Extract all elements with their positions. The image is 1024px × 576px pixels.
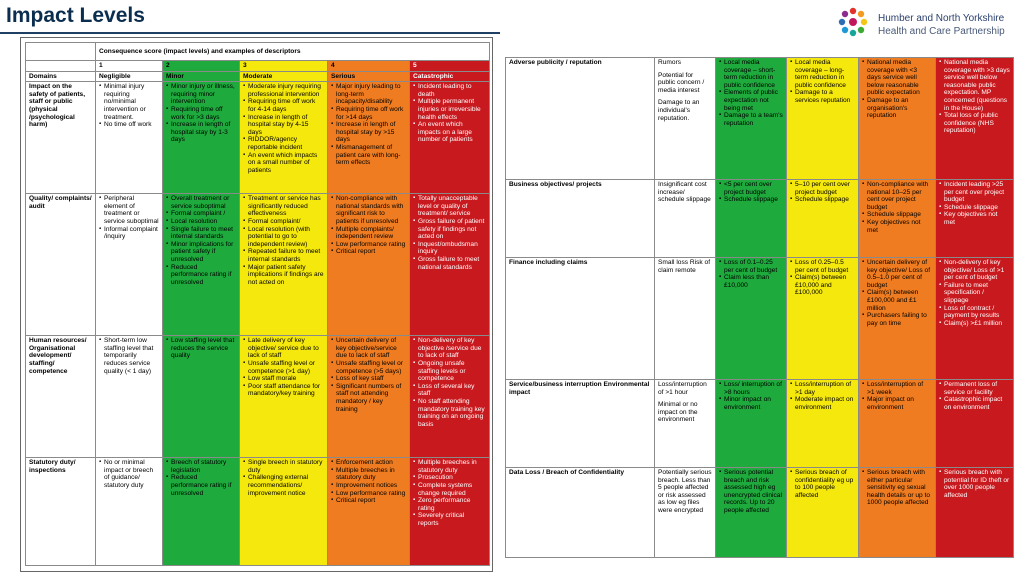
descriptor-cell-moderate <box>787 180 859 258</box>
descriptor-cell-minor <box>163 82 240 194</box>
descriptor-list <box>166 337 236 360</box>
descriptor-cell-catastrophic <box>410 458 490 566</box>
descriptor-item: ▪ Key objectives not met <box>939 211 1010 226</box>
right-impact-table <box>505 57 1014 558</box>
domain-cell: Human resources/ Organisational development/ staffing/ competence <box>26 336 96 458</box>
descriptor-item: ▪ Permanent loss of service or facility <box>939 381 1010 396</box>
descriptor-item: ▪ Loss of 0.1–0.25 per cent of budget <box>719 259 783 274</box>
level-header-moderate: Moderate <box>240 71 328 82</box>
descriptor-item: ▪ Totally unacceptable level or quality of treatment/ service <box>413 195 486 218</box>
descriptor-item: ▪ Elements of public expectation not being met <box>719 89 783 112</box>
descriptor-item: ▪ Moderate injury requiring professional intervention <box>243 83 324 98</box>
descriptor-list <box>939 469 1010 499</box>
descriptor-list <box>99 83 159 129</box>
descriptor-cell-serious <box>328 458 410 566</box>
descriptor-list <box>719 259 783 289</box>
descriptor-item: ▪ Increase in length of hospital stay by >15 days <box>331 121 406 144</box>
descriptor-item: ▪ Loss of key staff <box>331 375 406 383</box>
descriptor-item: ▪ Serious breach of confidentiality eg up to 100 people affected <box>790 469 855 499</box>
descriptor-item: ▪ Gross failure of patient safety if findings not acted on <box>413 218 486 241</box>
descriptor-text: Small loss Risk of claim remote <box>658 259 711 274</box>
descriptor-item: ▪ Failure to meet specification / slippage <box>939 282 1010 305</box>
descriptor-item: ▪ Schedule slippage <box>862 211 932 219</box>
descriptor-text: Loss/interruption of >1 hour <box>658 381 707 396</box>
descriptor-item: ▪ No staff attending mandatory training key training on an ongoing basis <box>413 398 486 428</box>
table-row <box>506 468 1014 558</box>
descriptor-list <box>413 83 486 144</box>
descriptor-cell-negligible <box>655 468 716 558</box>
descriptor-item: ▪ Uncertain delivery of key objective/service due to lack of staff <box>331 337 406 360</box>
descriptor-item: ▪ Local resolution <box>166 218 236 226</box>
descriptor-item: ▪ Critical report <box>331 248 406 256</box>
descriptor-text: Rumors <box>658 59 682 66</box>
caption-spacer <box>26 43 96 61</box>
descriptor-item: ▪ Schedule slippage <box>790 196 855 204</box>
descriptor-cell-catastrophic <box>936 58 1014 180</box>
descriptor-item: ▪ Requiring time off work for >3 days <box>166 106 236 121</box>
descriptor-item: ▪ Reduced performance rating if unresolved <box>166 264 236 287</box>
descriptor-list <box>790 181 855 204</box>
descriptor-list <box>862 469 932 507</box>
descriptor-item: ▪ Zero performance rating <box>413 497 486 512</box>
descriptor-cell-serious <box>859 180 936 258</box>
descriptor-item: ▪ Major injury leading to long-term incapacity/disability <box>331 83 406 106</box>
descriptor-item: ▪ Loss of several key staff <box>413 383 486 398</box>
descriptor-list <box>790 469 855 499</box>
score-spacer <box>26 61 96 72</box>
descriptor-item: ▪ Multiple complaints/ independent review <box>331 226 406 241</box>
descriptor-item: ▪ No or minimal impact or breech of guidance/ statutory duty <box>99 459 159 489</box>
descriptor-list <box>790 59 855 105</box>
descriptor-cell-moderate <box>787 58 859 180</box>
table-row <box>506 380 1014 468</box>
descriptor-item: ▪ Reduced performance rating if unresolved <box>166 474 236 497</box>
descriptor-item: ▪ Low staffing level that reduces the service quality <box>166 337 236 360</box>
table-row <box>26 458 490 566</box>
descriptor-item: ▪ Formal complaint / <box>166 210 236 218</box>
descriptor-item: ▪ <5 per cent over project budget <box>719 181 783 196</box>
descriptor-item: ▪ Incident leading to death <box>413 83 486 98</box>
descriptor-cell-catastrophic <box>936 380 1014 468</box>
right-impact-table-frame <box>505 57 1013 557</box>
descriptor-cell-serious <box>328 194 410 336</box>
descriptor-item: ▪ Enforcement action <box>331 459 406 467</box>
table-row <box>26 82 490 194</box>
descriptor-item: ▪ Serious breach with either particular sensitivity eg sexual health details or up to 1000 people affected <box>862 469 932 507</box>
descriptor-item: ▪ Major patient safety implications if findings are not acted on <box>243 264 324 287</box>
descriptor-item: ▪ Incident leading >25 per cent over project budget <box>939 181 1010 204</box>
descriptor-item: ▪ Loss/interruption of >1 day <box>790 381 855 396</box>
descriptor-text: Minimal or no impact on the environment <box>658 401 698 424</box>
descriptor-item: ▪ Schedule slippage <box>719 196 783 204</box>
descriptor-cell-negligible <box>96 194 163 336</box>
descriptor-text: Potentially serious breach. Less than 5 people affected or risk assessed as low eg files were encrypted <box>658 469 712 514</box>
descriptor-item: ▪ National media coverage with >3 days service well below reasonable public expectation. MP concerned (questions in the House) <box>939 59 1010 112</box>
descriptor-cell-catastrophic <box>936 468 1014 558</box>
descriptor-item: ▪ Minor impact on environment <box>719 396 783 411</box>
descriptor-cell-serious <box>859 258 936 380</box>
descriptor-cell-negligible <box>96 82 163 194</box>
descriptor-item: ▪ Increase in length of hospital stay by 1-3 days <box>166 121 236 144</box>
descriptor-item: ▪ Total loss of public confidence (NHS reputation) <box>939 112 1010 135</box>
domains-header: Domains <box>26 71 96 82</box>
descriptor-item: ▪ Serious potential breach and risk assessed high eg unencrypted clinical records. Up to 20 people affected <box>719 469 783 515</box>
descriptor-item: ▪ Damage to an organisation's reputation <box>862 97 932 120</box>
descriptor-cell-minor <box>716 468 787 558</box>
logo-line-2: Health and Care Partnership <box>878 26 1005 37</box>
descriptor-cell-moderate <box>240 458 328 566</box>
left-impact-table-frame <box>20 37 493 572</box>
descriptor-item: ▪ Mismanagement of patient care with long-term effects <box>331 144 406 167</box>
score-row <box>26 61 490 72</box>
descriptor-list <box>243 195 324 286</box>
descriptor-item: ▪ Gross failure to meet national standards <box>413 256 486 271</box>
descriptor-list <box>413 195 486 271</box>
domain-cell: Service/business interruption Environmental impact <box>506 380 655 468</box>
descriptor-cell-serious <box>859 58 936 180</box>
descriptor-cell-negligible <box>655 380 716 468</box>
descriptor-cell-serious <box>859 380 936 468</box>
domain-cell: Adverse publicity / reputation <box>506 58 655 180</box>
descriptor-item: ▪ Loss/ interruption of >8 hours <box>719 381 783 396</box>
descriptor-text: Damage to an individual's reputation. <box>658 99 700 122</box>
descriptor-list <box>331 195 406 256</box>
descriptor-cell-moderate <box>787 258 859 380</box>
descriptor-item: ▪ Critical report <box>331 497 406 505</box>
descriptor-item: ▪ RIDDOR/agency reportable incident <box>243 136 324 151</box>
descriptor-item: ▪ Unsafe staffing level or competence (>1 day) <box>243 360 324 375</box>
descriptor-item: ▪ Non-delivery of key objective/ Loss of >1 per cent of budget <box>939 259 1010 282</box>
level-header-serious: Serious <box>328 71 410 82</box>
descriptor-item: ▪ Non-delivery of key objective /service due to lack of staff <box>413 337 486 360</box>
descriptor-item: ▪ Claim(s) between £10,000 and £100,000 <box>790 274 855 297</box>
descriptor-item: ▪ Minimal injury requiring no/minimal intervention or treatment. <box>99 83 159 121</box>
descriptor-cell-negligible <box>655 258 716 380</box>
descriptor-list <box>939 181 1010 227</box>
descriptor-item: ▪ Damage to a services reputation <box>790 89 855 104</box>
level-row <box>26 71 490 82</box>
descriptor-item: ▪ Formal complaint/ <box>243 218 324 226</box>
descriptor-list <box>413 337 486 428</box>
descriptor-list <box>862 59 932 120</box>
descriptor-item: ▪ Local media coverage – short-term reduction in public confidence <box>719 59 783 89</box>
descriptor-item: ▪ Multiple breeches in statutory duty <box>331 467 406 482</box>
descriptor-item: ▪ Claim(s) between £100,000 and £1 million <box>862 289 932 312</box>
descriptor-item: ▪ Serious breach with potential for ID theft or over 1000 people affected <box>939 469 1010 499</box>
descriptor-item: ▪ Schedule slippage <box>939 204 1010 212</box>
descriptor-list <box>719 381 783 411</box>
descriptor-item: ▪ Increase in length of hospital stay by 4-15 days <box>243 114 324 137</box>
descriptor-item: ▪ Catastrophic impact on environment <box>939 396 1010 411</box>
score-4: 4 <box>328 61 410 72</box>
left-impact-table <box>25 42 490 566</box>
descriptor-item: ▪ Informal complaint /inquiry <box>99 226 159 241</box>
descriptor-item: ▪ Low performance rating <box>331 490 406 498</box>
descriptor-item: ▪ Low performance rating <box>331 241 406 249</box>
page-title: Impact Levels <box>6 4 145 27</box>
descriptor-item: ▪ An event which impacts on a small number of patients <box>243 152 324 175</box>
descriptor-item: ▪ Unsafe staffing level or competence (>5 days) <box>331 360 406 375</box>
descriptor-list <box>166 459 236 497</box>
table-row <box>506 258 1014 380</box>
descriptor-cell-moderate <box>787 468 859 558</box>
score-1: 1 <box>96 61 163 72</box>
descriptor-cell-moderate <box>240 194 328 336</box>
descriptor-item: ▪ Challenging external recommendations/ improvement notice <box>243 474 324 497</box>
domain-cell: Finance including claims <box>506 258 655 380</box>
descriptor-list <box>719 469 783 515</box>
descriptor-item: ▪ Moderate impact on environment <box>790 396 855 411</box>
descriptor-cell-catastrophic <box>936 180 1014 258</box>
descriptor-cell-minor <box>163 458 240 566</box>
descriptor-item: ▪ Minor injury or illness, requiring minor intervention <box>166 83 236 106</box>
descriptor-list <box>99 337 159 375</box>
descriptor-item: ▪ Key objectives not met <box>862 219 932 234</box>
table-row <box>26 336 490 458</box>
descriptor-item: ▪ Single breech in statutory duty <box>243 459 324 474</box>
descriptor-cell-minor <box>716 380 787 468</box>
descriptor-cell-negligible <box>96 336 163 458</box>
score-5: 5 <box>410 61 490 72</box>
descriptor-list <box>939 381 1010 411</box>
descriptor-list <box>939 259 1010 327</box>
descriptor-list <box>790 259 855 297</box>
descriptor-list <box>166 195 236 286</box>
descriptor-item: ▪ Treatment or service has significantly reduced effectiveness <box>243 195 324 218</box>
descriptor-list <box>243 337 324 398</box>
descriptor-cell-serious <box>328 82 410 194</box>
descriptor-item: ▪ 5–10 per cent over project budget <box>790 181 855 196</box>
descriptor-text: Potential for public concern / media interest <box>658 71 705 94</box>
descriptor-cell-negligible <box>655 180 716 258</box>
descriptor-cell-serious <box>328 336 410 458</box>
descriptor-list <box>413 459 486 527</box>
caption-row <box>26 43 490 61</box>
descriptor-item: ▪ Repeated failure to meet internal standards <box>243 248 324 263</box>
descriptor-item: ▪ Major impact on environment <box>862 396 932 411</box>
table-row <box>506 180 1014 258</box>
descriptor-item: ▪ Inquest/ombudsman inquiry <box>413 241 486 256</box>
descriptor-item: ▪ Purchasers failing to pay on time <box>862 312 932 327</box>
descriptor-cell-minor <box>716 58 787 180</box>
descriptor-list <box>243 83 324 174</box>
descriptor-item: ▪ Requiring time off work for >14 days <box>331 106 406 121</box>
descriptor-item: ▪ Uncertain delivery of key objective/ Loss of 0.5–1.0 per cent of budget <box>862 259 932 289</box>
level-header-minor: Minor <box>163 71 240 82</box>
descriptor-item: ▪ Non-compliance with national 10–25 per cent over project budget <box>862 181 932 211</box>
descriptor-item: ▪ Overall treatment or service suboptimal <box>166 195 236 210</box>
descriptor-item: ▪ Multiple permanent injuries or irreversible health effects <box>413 98 486 121</box>
domain-cell: Quality/ complaints/ audit <box>26 194 96 336</box>
descriptor-cell-moderate <box>240 336 328 458</box>
descriptor-list <box>331 459 406 505</box>
domain-cell: Impact on the safety of patients, staff or public (physical /psychological harm) <box>26 82 96 194</box>
descriptor-text: Insignificant cost increase/ schedule slippage <box>658 181 711 204</box>
partnership-logo-icon <box>836 6 870 42</box>
descriptor-item: ▪ Severely critical reports <box>413 512 486 527</box>
descriptor-list <box>790 381 855 411</box>
score-3: 3 <box>240 61 328 72</box>
descriptor-list <box>243 459 324 497</box>
descriptor-item: ▪ Peripheral element of treatment or service suboptimal <box>99 195 159 225</box>
descriptor-list <box>331 83 406 167</box>
descriptor-item: ▪ Prosecution <box>413 474 486 482</box>
descriptor-item: ▪ Multiple breeches in statutory duty <box>413 459 486 474</box>
domain-cell: Data Loss / Breach of Confidentiality <box>506 468 655 558</box>
descriptor-item: ▪ Loss of 0.25–0.5 per cent of budget <box>790 259 855 274</box>
descriptor-list <box>166 83 236 144</box>
descriptor-list <box>862 259 932 327</box>
descriptor-item: ▪ Ongoing unsafe staffing levels or competence <box>413 360 486 383</box>
descriptor-item: ▪ Local media coverage – long-term reduction in public confidence <box>790 59 855 89</box>
descriptor-list <box>719 59 783 127</box>
descriptor-item: ▪ Significant numbers of staff not attending mandatory / key training <box>331 383 406 413</box>
descriptor-item: ▪ Loss/interruption of >1 week <box>862 381 932 396</box>
descriptor-item: ▪ Short-term low staffing level that temporarily reduces service quality (< 1 day) <box>99 337 159 375</box>
descriptor-item: ▪ Breech of statutory legislation <box>166 459 236 474</box>
descriptor-cell-minor <box>716 258 787 380</box>
descriptor-cell-catastrophic <box>936 258 1014 380</box>
descriptor-list <box>719 181 783 204</box>
descriptor-cell-minor <box>163 336 240 458</box>
descriptor-cell-serious <box>859 468 936 558</box>
descriptor-item: ▪ An event which impacts on a large number of patients <box>413 121 486 144</box>
descriptor-list <box>862 181 932 234</box>
descriptor-item: ▪ Non-compliance with national standards with significant risk to patients if unresolved <box>331 195 406 225</box>
descriptor-list <box>99 459 159 489</box>
descriptor-item: ▪ Local resolution (with potential to go to independent review) <box>243 226 324 249</box>
descriptor-item: ▪ Complete systems change required <box>413 482 486 497</box>
descriptor-item: ▪ Claim less than £10,000 <box>719 274 783 289</box>
logo-line-1: Humber and North Yorkshire <box>878 13 1005 24</box>
score-2: 2 <box>163 61 240 72</box>
table-row <box>26 194 490 336</box>
table-row <box>506 58 1014 180</box>
descriptor-cell-minor <box>716 180 787 258</box>
table-caption: Consequence score (impact levels) and examples of descriptors <box>96 43 490 61</box>
descriptor-list <box>99 195 159 241</box>
domain-cell: Statutory duty/ inspections <box>26 458 96 566</box>
descriptor-item: ▪ No time off work <box>99 121 159 129</box>
descriptor-cell-catastrophic <box>410 194 490 336</box>
descriptor-list <box>862 381 932 411</box>
descriptor-cell-negligible <box>96 458 163 566</box>
title-underline <box>0 32 500 34</box>
descriptor-cell-negligible <box>655 58 716 180</box>
descriptor-item: ▪ Claim(s) >£1 million <box>939 320 1010 328</box>
descriptor-list <box>939 59 1010 135</box>
descriptor-cell-minor <box>163 194 240 336</box>
descriptor-cell-catastrophic <box>410 82 490 194</box>
descriptor-item: ▪ Minor implications for patient safety if unresolved <box>166 241 236 264</box>
descriptor-item: ▪ Low staff morale <box>243 375 324 383</box>
descriptor-item: ▪ Requiring time off work for 4-14 days <box>243 98 324 113</box>
descriptor-cell-catastrophic <box>410 336 490 458</box>
descriptor-item: ▪ Damage to a team's reputation <box>719 112 783 127</box>
level-header-negligible: Negligible <box>96 71 163 82</box>
descriptor-item: ▪ Improvement notices <box>331 482 406 490</box>
descriptor-item: ▪ Loss of contract / payment by results <box>939 305 1010 320</box>
descriptor-item: ▪ Poor staff attendance for mandatory/key training <box>243 383 324 398</box>
partnership-logo <box>836 6 1021 42</box>
descriptor-list <box>331 337 406 413</box>
descriptor-item: ▪ Late delivery of key objective/ service due to lack of staff <box>243 337 324 360</box>
descriptor-item: ▪ National media coverage with <3 days service well below reasonable public expectation <box>862 59 932 97</box>
domain-cell: Business objectives/ projects <box>506 180 655 258</box>
descriptor-item: ▪ Single failure to meet internal standards <box>166 226 236 241</box>
descriptor-cell-moderate <box>240 82 328 194</box>
descriptor-cell-moderate <box>787 380 859 468</box>
level-header-catastrophic: Catastrophic <box>410 71 490 82</box>
